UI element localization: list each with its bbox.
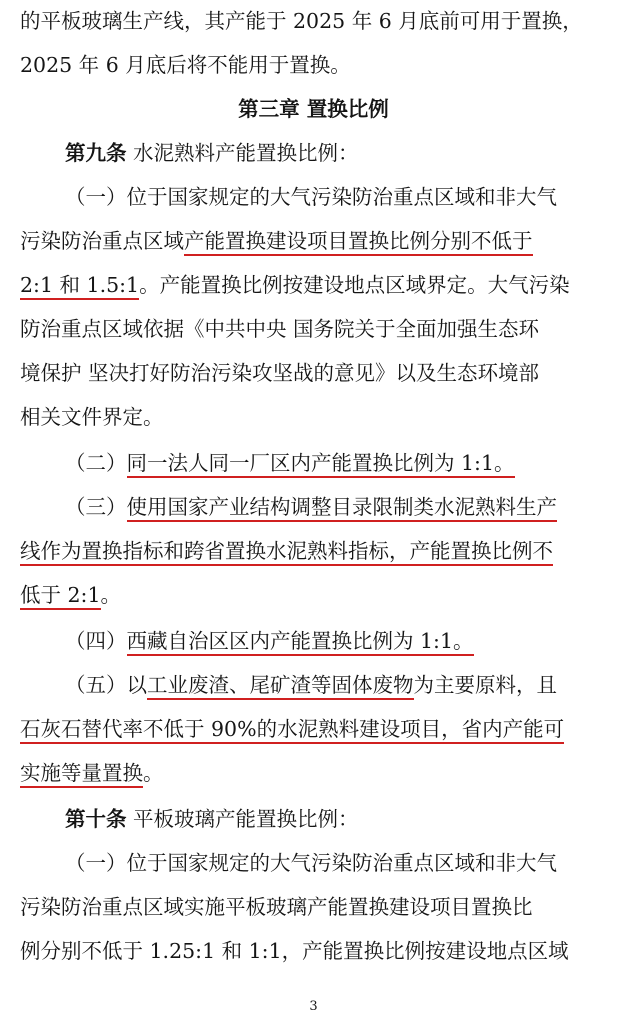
article-label: 第九条 bbox=[65, 141, 127, 165]
text-line bbox=[20, 932, 607, 970]
text-span: 的平板玻璃生产线，其产能于 2025 年 6 月底前可用于置换， bbox=[20, 9, 583, 33]
text-span: （三） bbox=[65, 495, 127, 519]
text-span: 污染防治重点区域实施平板玻璃产能置换建设项目置换比 bbox=[20, 895, 533, 919]
underlined-text: 2:1 和 1.5:1 bbox=[20, 273, 139, 300]
underlined-text: 低于 2:1 bbox=[20, 583, 101, 610]
text-span: （四） bbox=[65, 629, 127, 653]
text-span: （二） bbox=[65, 451, 127, 475]
underlined-text: 西藏自治区区内产能置换比例为 1:1。 bbox=[127, 629, 474, 656]
underlined-text: 石灰石替代率不低于 90%的水泥熟料建设项目，省内产能可 bbox=[20, 717, 564, 744]
text-line bbox=[20, 178, 607, 216]
article-9-title bbox=[20, 134, 607, 172]
underlined-text: 工业废渣、尾矿渣等固体废物 bbox=[147, 673, 414, 700]
text-span: （一）位于国家规定的大气污染防治重点区域和非大气 bbox=[65, 851, 557, 875]
underlined-text: 使用国家产业结构调整目录限制类水泥熟料生产 bbox=[127, 495, 558, 522]
text-line bbox=[20, 622, 607, 660]
text-line bbox=[20, 754, 607, 792]
article-label: 第十条 bbox=[65, 807, 127, 831]
text-line bbox=[20, 888, 607, 926]
text-span: 例分别不低于 1.25:1 和 1:1，产能置换比例按建设地点区域 bbox=[20, 939, 569, 963]
text-line bbox=[20, 576, 607, 614]
underlined-text: 实施等量置换 bbox=[20, 761, 143, 788]
text-span: 2025 年 6 月底后将不能用于置换。 bbox=[20, 53, 351, 77]
text-span: 污染防治重点区域 bbox=[20, 229, 184, 253]
article-10-title bbox=[20, 800, 607, 838]
text-line bbox=[20, 844, 607, 882]
text-line bbox=[20, 2, 607, 40]
text-line bbox=[20, 444, 607, 482]
text-span: （五）以 bbox=[65, 673, 147, 697]
text-span: 。 bbox=[143, 761, 164, 785]
text-line bbox=[20, 222, 607, 260]
text-span: 境保护 坚决打好防治污染攻坚战的意见》以及生态环境部 bbox=[20, 361, 540, 385]
underlined-text: 产能置换建设项目置换比例分别不低于 bbox=[184, 229, 533, 256]
underlined-text: 同一法人同一厂区内产能置换比例为 1:1。 bbox=[127, 451, 515, 478]
text-line bbox=[20, 266, 607, 304]
text-span: 防治重点区域依据《中共中央 国务院关于全面加强生态环 bbox=[20, 317, 540, 341]
text-line bbox=[20, 532, 607, 570]
article-text: 平板玻璃产能置换比例： bbox=[133, 807, 359, 831]
text-line bbox=[20, 310, 607, 348]
text-line bbox=[20, 354, 607, 392]
text-line bbox=[20, 46, 607, 84]
text-line bbox=[20, 710, 607, 748]
underlined-text: 线作为置换指标和跨省置换水泥熟料指标，产能置换比例不 bbox=[20, 539, 553, 566]
text-line bbox=[20, 666, 607, 704]
text-span: 为主要原料，且 bbox=[413, 673, 557, 697]
chapter-heading: 第三章 置换比例 bbox=[238, 97, 389, 121]
text-line bbox=[20, 488, 607, 526]
text-span: （一）位于国家规定的大气污染防治重点区域和非大气 bbox=[65, 185, 557, 209]
text-span: 。 bbox=[100, 583, 122, 607]
text-span: 。产能置换比例按建设地点区域界定。大气污染 bbox=[139, 273, 570, 297]
text-line bbox=[20, 398, 607, 436]
page-number: 3 bbox=[309, 999, 318, 1014]
text-span: 相关文件界定。 bbox=[20, 405, 164, 429]
article-text: 水泥熟料产能置换比例： bbox=[133, 141, 359, 165]
